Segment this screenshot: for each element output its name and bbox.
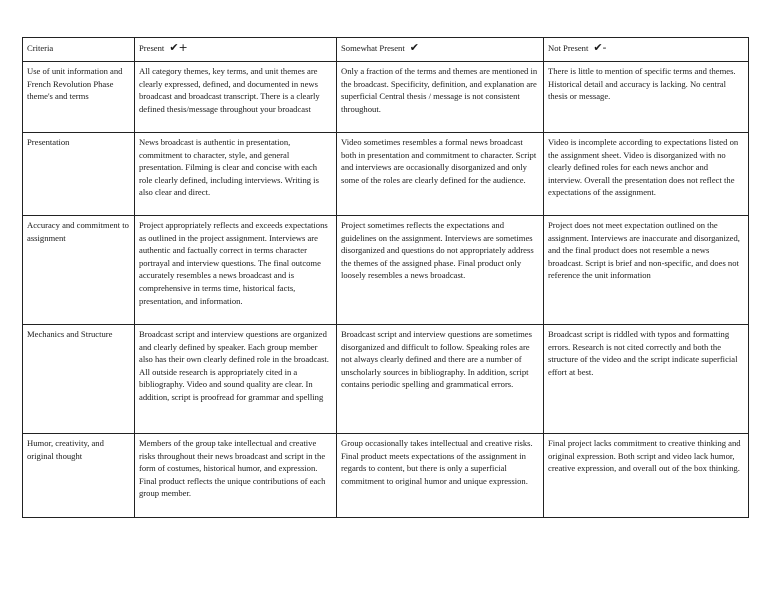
checkmark-plus-icon: ✔+ [169, 41, 188, 54]
not-present-cell: Project does not meet expectation outlined on the assignment. Interviews are inaccurate and disorganized, and the final product does not resemble a news broadcast. Script is brief and non-specific, and does not reference the unit information [544, 216, 749, 325]
header-not-present-label: Not Present [548, 43, 589, 53]
not-present-cell: Final project lacks commitment to creative thinking and original expression. Both script and video lack humor, creative expression, and overall out of the box thinking. [544, 434, 749, 518]
header-present [135, 38, 337, 62]
table-row [23, 325, 749, 434]
header-row [23, 38, 749, 62]
table-row [23, 62, 749, 133]
table-row [23, 216, 749, 325]
header-somewhat-label: Somewhat Present [341, 43, 405, 53]
header-not-present [544, 38, 749, 62]
present-cell: Members of the group take intellectual and creative risks throughout their news broadcast and script in the form of costumes, historical humor, and expression. Final product reflects the unique contributions of each group member. [135, 434, 337, 518]
header-present-label: Present [139, 43, 165, 53]
header-somewhat-present [337, 38, 544, 62]
present-cell: News broadcast is authentic in presentation, commitment to character, style, and general presentation. Filming is clear and concise with each role clearly defined, including interviews. Writing is also clear and direct. [135, 133, 337, 216]
checkmark-icon: ✔ [409, 41, 419, 54]
table-row [23, 434, 749, 518]
criteria-cell: Mechanics and Structure [23, 325, 135, 434]
criteria-cell: Accuracy and commitment to assignment [23, 216, 135, 325]
header-criteria [23, 38, 135, 62]
not-present-cell: There is little to mention of specific terms and themes. Historical detail and accuracy is lacking. No central thesis or message. [544, 62, 749, 133]
somewhat-present-cell: Only a fraction of the terms and themes are mentioned in the broadcast. Specificity, definition, and explanation are superficial Central thesis / message is not consistent throughout. [337, 62, 544, 133]
criteria-cell: Use of unit information and French Revolution Phase theme's and terms [23, 62, 135, 133]
present-cell: Project appropriately reflects and exceeds expectations as outlined in the project assignment. Interviews are authentic and factually correct in terms character portrayal and interview questions. The final outcome accurately resembles a news broadcast and is comprehensive in terms time, historical facts, presentation, and information. [135, 216, 337, 325]
somewhat-present-cell: Video sometimes resembles a formal news broadcast both in presentation and commitment to character. Script and interviews are occasionally disorganized and only some of the roles are clearly defined for the audience. [337, 133, 544, 216]
criteria-cell: Presentation [23, 133, 135, 216]
checkmark-minus-icon: ✔- [593, 41, 607, 54]
somewhat-present-cell: Broadcast script and interview questions are sometimes disorganized and difficult to follow. Speaking roles are not always clearly defined and there are a number of unscholarly sources in bibliography. In addition, script contains periodic spelling and grammatical errors. [337, 325, 544, 434]
somewhat-present-cell: Project sometimes reflects the expectations and guidelines on the assignment. Interviews are sometimes disorganized and questions do not appropriately address the themes of the assigned phase. Final product only loosely resembles a news broadcast. [337, 216, 544, 325]
rubric-table [22, 37, 749, 518]
criteria-cell: Humor, creativity, and original thought [23, 434, 135, 518]
present-cell: All category themes, key terms, and unit themes are clearly expressed, defined, and documented in news broadcast and broadcast transcript. There is a clearly defined thesis/message throughout your broadcast [135, 62, 337, 133]
somewhat-present-cell: Group occasionally takes intellectual and creative risks. Final product meets expectations of the assignment in regards to content, but there is only a superficial commitment to original humor and unique expression. [337, 434, 544, 518]
present-cell: Broadcast script and interview questions are organized and clearly defined by speaker. Each group member also has their own clearly defined role in the broadcast. All outside research is appropriately cited in a bibliography. Video and sound quality are clear. In addition, script is proofread for grammar and spelling [135, 325, 337, 434]
table-row [23, 133, 749, 216]
header-criteria-label: Criteria [27, 43, 54, 53]
not-present-cell: Video is incomplete according to expectations listed on the assignment sheet. Video is disorganized with no clearly defined roles for each news anchor and interview. Overall the presentation does not reflect the expectations of the assignment. [544, 133, 749, 216]
not-present-cell: Broadcast script is riddled with typos and formatting errors. Research is not cited correctly and both the structure of the video and the script indicate superficial effort at best. [544, 325, 749, 434]
